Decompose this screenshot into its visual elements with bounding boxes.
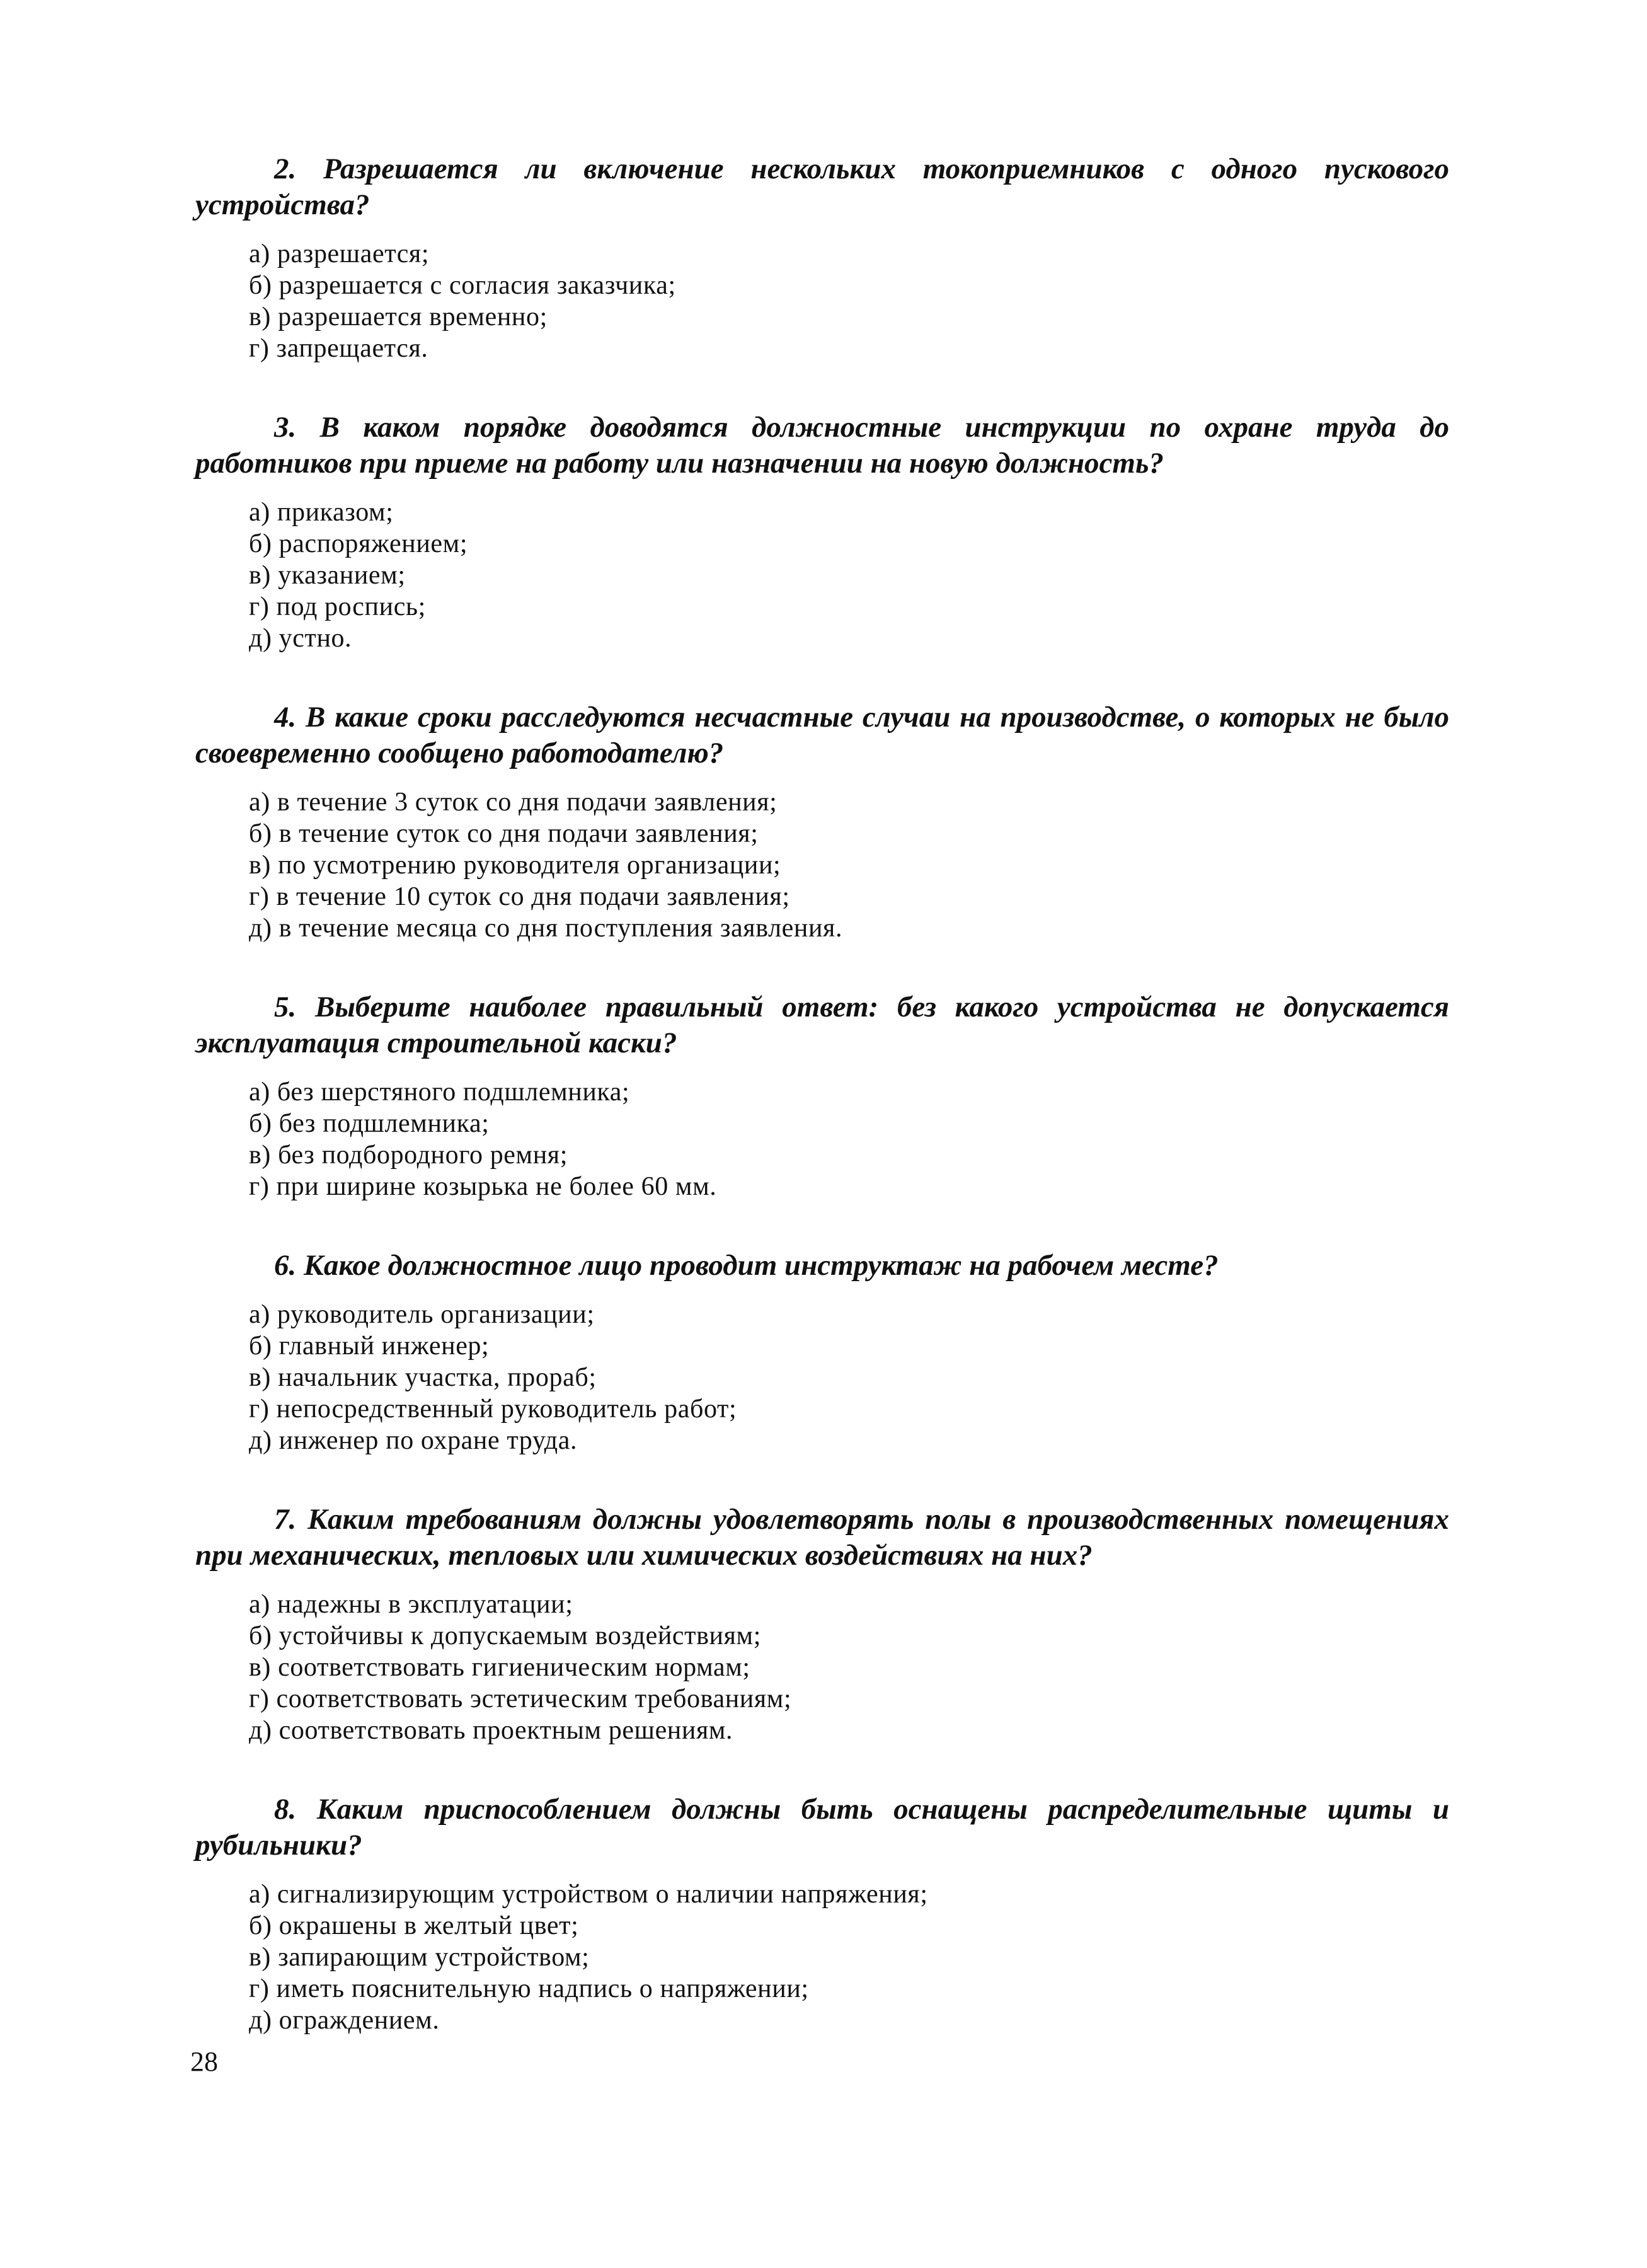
answer-option: д) ограждением. bbox=[249, 2006, 440, 2035]
question-body: В каком порядке доводятся должностные инструкции по охране труда до работников при приеме на работу или назначении на новую должность? bbox=[195, 411, 1449, 480]
answer-option: г) в течение 10 суток со дня подачи заявления; bbox=[249, 882, 790, 911]
answer-list bbox=[195, 1076, 1449, 1202]
question-8 bbox=[195, 1792, 1449, 2036]
question-text bbox=[195, 1792, 1449, 1863]
question-body: Какое должностное лицо проводит инструктаж на рабочем месте? bbox=[304, 1249, 1219, 1282]
answer-option: г) иметь пояснительную надпись о напряжении; bbox=[249, 1974, 809, 2003]
answer-list bbox=[195, 1879, 1449, 2036]
answer-option: г) соответствовать эстетическим требованиям; bbox=[249, 1684, 792, 1713]
answer-option: а) разрешается; bbox=[249, 239, 430, 268]
question-3 bbox=[195, 410, 1449, 654]
answer-option: д) соответствовать проектным решениям. bbox=[249, 1716, 733, 1745]
question-number: 2. bbox=[274, 153, 297, 185]
answer-option: в) без подбородного ремня; bbox=[249, 1141, 568, 1170]
answer-option: б) устойчивы к допускаемым воздействиям; bbox=[249, 1621, 761, 1650]
question-number: 3. bbox=[274, 411, 297, 444]
answer-option: в) соответствовать гигиеническим нормам; bbox=[249, 1653, 750, 1682]
question-text bbox=[195, 151, 1449, 223]
question-text bbox=[195, 699, 1449, 771]
question-number: 5. bbox=[274, 991, 297, 1023]
answer-option: а) руководитель организации; bbox=[249, 1300, 595, 1329]
question-number: 7. bbox=[274, 1503, 297, 1536]
question-body: Каким требованиям должны удовлетворять полы в производственных помещениях при механических, тепловых или химических воздействиях на них? bbox=[195, 1503, 1449, 1572]
question-6 bbox=[195, 1248, 1449, 1456]
question-body: Каким приспособлением должны быть оснащены распределительные щиты и рубильники? bbox=[195, 1793, 1450, 1862]
answer-option: д) инженер по охране труда. bbox=[249, 1426, 578, 1455]
answer-option: а) сигнализирующим устройством о наличии напряжения; bbox=[249, 1880, 928, 1909]
question-number: 6. bbox=[274, 1249, 297, 1282]
question-text bbox=[195, 989, 1449, 1061]
answer-option: б) без подшлемника; bbox=[249, 1109, 490, 1138]
question-number: 4. bbox=[274, 701, 297, 734]
document-page bbox=[195, 151, 1449, 2081]
answer-option: б) окрашены в желтый цвет; bbox=[249, 1911, 579, 1940]
question-text bbox=[195, 1248, 1449, 1284]
answer-option: г) под роспись; bbox=[249, 592, 426, 621]
answer-option: б) главный инженер; bbox=[249, 1332, 490, 1361]
answer-list bbox=[195, 238, 1449, 364]
question-7 bbox=[195, 1502, 1449, 1746]
answer-option: д) в течение месяца со дня поступления заявления. bbox=[249, 914, 843, 943]
question-text bbox=[195, 410, 1449, 481]
answer-list bbox=[195, 786, 1449, 944]
question-body: В какие сроки расследуются несчастные случаи на производстве, о которых не было своевременно сообщено работодателю? bbox=[195, 701, 1450, 769]
answer-option: в) разрешается временно; bbox=[249, 302, 548, 331]
answer-option: в) указанием; bbox=[249, 561, 406, 590]
answer-list bbox=[195, 1589, 1449, 1746]
page-number: 28 bbox=[190, 2046, 218, 2077]
answer-option: б) распоряжением; bbox=[249, 529, 468, 558]
answer-option: в) по усмотрению руководителя организации; bbox=[249, 851, 781, 880]
question-2 bbox=[195, 151, 1449, 364]
answer-option: д) устно. bbox=[249, 624, 352, 653]
answer-list bbox=[195, 1299, 1449, 1456]
answer-option: г) непосредственный руководитель работ; bbox=[249, 1395, 737, 1424]
answer-option: а) без шерстяного подшлемника; bbox=[249, 1078, 630, 1107]
question-body: Разрешается ли включение нескольких токоприемников с одного пускового устройства? bbox=[195, 153, 1450, 221]
answer-option: г) запрещается. bbox=[249, 334, 428, 363]
answer-option: б) в течение суток со дня подачи заявления; bbox=[249, 819, 759, 848]
question-number: 8. bbox=[274, 1793, 297, 1826]
answer-option: а) в течение 3 суток со дня подачи заявления; bbox=[249, 788, 778, 817]
answer-list bbox=[195, 497, 1449, 654]
answer-option: а) приказом; bbox=[249, 498, 394, 527]
question-body: Выберите наиболее правильный ответ: без какого устройства не допускается эксплуатация строительной каски? bbox=[195, 991, 1450, 1059]
question-text bbox=[195, 1502, 1449, 1574]
answer-option: в) начальник участка, прораб; bbox=[249, 1363, 597, 1392]
answer-option: в) запирающим устройством; bbox=[249, 1943, 590, 1972]
answer-option: а) надежны в эксплуатации; bbox=[249, 1590, 573, 1619]
answer-option: г) при ширине козырька не более 60 мм. bbox=[249, 1172, 717, 1201]
question-5 bbox=[195, 989, 1449, 1202]
answer-option: б) разрешается с согласия заказчика; bbox=[249, 271, 676, 300]
question-4 bbox=[195, 699, 1449, 944]
